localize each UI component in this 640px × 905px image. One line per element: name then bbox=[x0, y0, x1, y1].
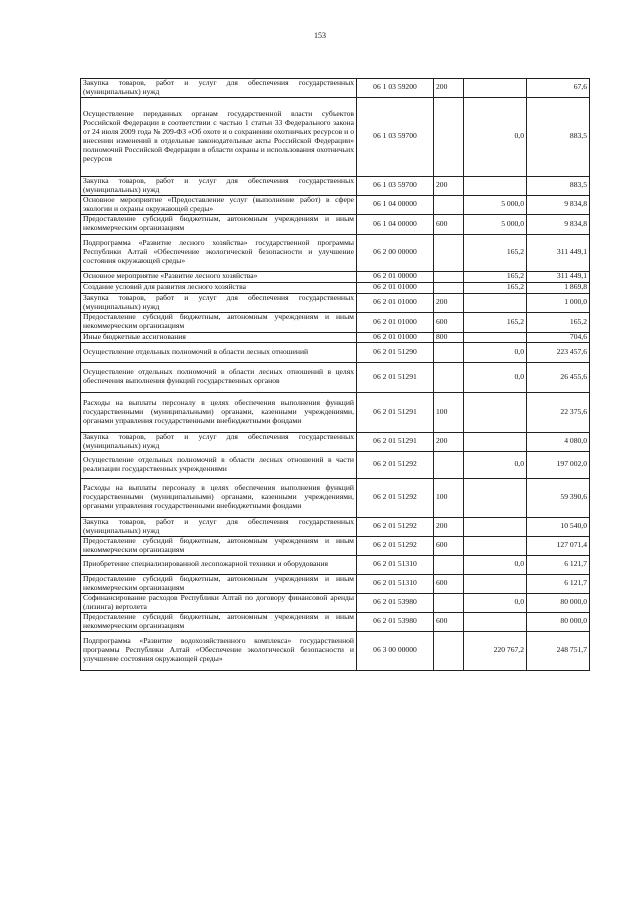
target-code-cell: 06 2 01 51292 bbox=[357, 478, 434, 517]
expense-name-cell: Расходы на выплаты персоналу в целях обеспечения выполнения функций государственными (муниципальными) органами, казенными учреждениями, органами управления государственными внебюджетными фондами bbox=[81, 392, 357, 432]
amount-federal-cell bbox=[464, 79, 527, 98]
amount-total-cell: 1 000,0 bbox=[527, 293, 590, 312]
amount-federal-cell: 0,0 bbox=[464, 593, 527, 612]
expense-type-cell: 200 bbox=[434, 517, 464, 536]
expense-type-cell: 600 bbox=[434, 612, 464, 631]
target-code-cell: 06 2 01 51292 bbox=[357, 517, 434, 536]
budget-table bbox=[80, 78, 590, 671]
amount-federal-cell bbox=[464, 176, 527, 195]
amount-total-cell: 127 071,4 bbox=[527, 536, 590, 555]
target-code-cell: 06 2 01 51292 bbox=[357, 451, 434, 478]
expense-name-cell: Осуществление отдельных полномочий в области лесных отношений в целях обеспечения выполнения функций государственных органов bbox=[81, 362, 357, 392]
amount-total-cell: 704,6 bbox=[527, 332, 590, 342]
expense-type-cell: 600 bbox=[434, 214, 464, 234]
table-row bbox=[81, 593, 590, 612]
expense-name-cell: Закупка товаров, работ и услуг для обеспечения государственных (муниципальных) нужд bbox=[81, 432, 357, 451]
target-code-cell: 06 2 01 51292 bbox=[357, 536, 434, 555]
expense-name-cell: Иные бюджетные ассигнования bbox=[81, 332, 357, 342]
amount-total-cell: 883,5 bbox=[527, 176, 590, 195]
table-row bbox=[81, 234, 590, 271]
target-code-cell: 06 1 04 00000 bbox=[357, 214, 434, 234]
expense-name-cell: Расходы на выплаты персоналу в целях обеспечения выполнения функций государственными (муниципальными) органами, казенными учреждениями, органами управления государственными внебюджетными фондами bbox=[81, 478, 357, 517]
target-code-cell: 06 2 01 00000 bbox=[357, 271, 434, 282]
amount-total-cell: 9 834,8 bbox=[527, 195, 590, 214]
table-row bbox=[81, 432, 590, 451]
amount-federal-cell bbox=[464, 612, 527, 631]
amount-federal-cell: 165,2 bbox=[464, 282, 527, 293]
amount-federal-cell: 0,0 bbox=[464, 362, 527, 392]
table-row bbox=[81, 536, 590, 555]
target-code-cell: 06 2 01 51290 bbox=[357, 342, 434, 362]
expense-type-cell bbox=[434, 593, 464, 612]
expense-type-cell bbox=[434, 271, 464, 282]
target-code-cell: 06 2 01 53980 bbox=[357, 593, 434, 612]
amount-total-cell: 6 121,7 bbox=[527, 574, 590, 593]
table-row bbox=[81, 271, 590, 282]
table-row bbox=[81, 312, 590, 332]
amount-total-cell: 9 834,8 bbox=[527, 214, 590, 234]
amount-total-cell: 311 449,1 bbox=[527, 234, 590, 271]
expense-name-cell: Осуществление переданных органам государственной власти субъектов Российской Федерации в соответствии с частью 1 статьи 33 Федерального закона от 24 июля 2009 года № 209-ФЗ «Об охоте и о сохранении охотничьих ресурсов и о внесении изменений в отдельные законодательные акты Российской Федерации» полномочий Российской Федерации в области охраны и использования охотничьих ресурсов bbox=[81, 97, 357, 176]
target-code-cell: 06 2 01 53980 bbox=[357, 612, 434, 631]
expense-type-cell bbox=[434, 555, 464, 574]
amount-total-cell: 311 449,1 bbox=[527, 271, 590, 282]
amount-federal-cell bbox=[464, 332, 527, 342]
table-row bbox=[81, 282, 590, 293]
amount-federal-cell bbox=[464, 574, 527, 593]
target-code-cell: 06 2 01 01000 bbox=[357, 332, 434, 342]
amount-total-cell: 80 000,0 bbox=[527, 593, 590, 612]
expense-type-cell bbox=[434, 451, 464, 478]
amount-federal-cell bbox=[464, 536, 527, 555]
expense-name-cell: Создание условий для развития лесного хозяйства bbox=[81, 282, 357, 293]
target-code-cell: 06 2 01 51291 bbox=[357, 362, 434, 392]
expense-name-cell: Осуществление отдельных полномочий в области лесных отношений bbox=[81, 342, 357, 362]
table-row bbox=[81, 631, 590, 670]
expense-name-cell: Предоставление субсидий бюджетным, автономным учреждениям и иным некоммерческим организациям bbox=[81, 214, 357, 234]
target-code-cell: 06 2 01 51291 bbox=[357, 432, 434, 451]
table-row bbox=[81, 517, 590, 536]
table-row bbox=[81, 392, 590, 432]
amount-federal-cell: 165,2 bbox=[464, 234, 527, 271]
expense-type-cell: 600 bbox=[434, 574, 464, 593]
target-code-cell: 06 1 03 59700 bbox=[357, 176, 434, 195]
amount-federal-cell: 5 000,0 bbox=[464, 195, 527, 214]
expense-name-cell: Осуществление отдельных полномочий в области лесных отношений в части реализации государственных учреждениями bbox=[81, 451, 357, 478]
expense-name-cell: Закупка товаров, работ и услуг для обеспечения государственных (муниципальных) нужд bbox=[81, 79, 357, 98]
target-code-cell: 06 2 01 51291 bbox=[357, 392, 434, 432]
target-code-cell: 06 2 01 01000 bbox=[357, 282, 434, 293]
table-row bbox=[81, 555, 590, 574]
expense-type-cell: 800 bbox=[434, 332, 464, 342]
expense-name-cell: Софинансирование расходов Республики Алтай по договору финансовой аренды (лизинга) вертолета bbox=[81, 593, 357, 612]
amount-total-cell: 6 121,7 bbox=[527, 555, 590, 574]
expense-name-cell: Подпрограмма «Развитие водохозяйственного комплекса» государственной программы Республики Алтай «Обеспечение экологической безопасности и улучшение состояния окружающей среды» bbox=[81, 631, 357, 670]
amount-total-cell: 67,6 bbox=[527, 79, 590, 98]
table-row bbox=[81, 293, 590, 312]
expense-type-cell bbox=[434, 631, 464, 670]
expense-name-cell: Предоставление субсидий бюджетным, автономным учреждениям и иным некоммерческим организациям bbox=[81, 536, 357, 555]
expense-name-cell: Закупка товаров, работ и услуг для обеспечения государственных (муниципальных) нужд bbox=[81, 293, 357, 312]
target-code-cell: 06 2 00 00000 bbox=[357, 234, 434, 271]
expense-type-cell bbox=[434, 97, 464, 176]
amount-total-cell: 223 457,6 bbox=[527, 342, 590, 362]
amount-federal-cell: 5 000,0 bbox=[464, 214, 527, 234]
target-code-cell: 06 2 01 01000 bbox=[357, 293, 434, 312]
expense-type-cell: 200 bbox=[434, 79, 464, 98]
amount-total-cell: 22 375,6 bbox=[527, 392, 590, 432]
expense-type-cell: 600 bbox=[434, 536, 464, 555]
target-code-cell: 06 3 00 00000 bbox=[357, 631, 434, 670]
expense-name-cell: Основное мероприятие «Развитие лесного хозяйства» bbox=[81, 271, 357, 282]
expense-name-cell: Предоставление субсидий бюджетным, автономным учреждениям и иным некоммерческим организациям bbox=[81, 574, 357, 593]
expense-name-cell: Предоставление субсидий бюджетным, автономным учреждениям и иным некоммерческим организациям bbox=[81, 612, 357, 631]
target-code-cell: 06 2 01 01000 bbox=[357, 312, 434, 332]
table-body bbox=[81, 79, 590, 671]
expense-name-cell: Закупка товаров, работ и услуг для обеспечения государственных (муниципальных) нужд bbox=[81, 517, 357, 536]
table-row bbox=[81, 612, 590, 631]
expense-type-cell bbox=[434, 362, 464, 392]
expense-name-cell: Подпрограмма «Развитие лесного хозяйства» государственной программы Республики Алтай «Обеспечение экологической безопасности и улучшение состояния окружающей среды» bbox=[81, 234, 357, 271]
table-row bbox=[81, 195, 590, 214]
target-code-cell: 06 1 03 59200 bbox=[357, 79, 434, 98]
amount-federal-cell bbox=[464, 293, 527, 312]
target-code-cell: 06 1 03 59700 bbox=[357, 97, 434, 176]
expense-name-cell: Основное мероприятие «Предоставление услуг (выполнение работ) в сфере экологии и охраны окружающей среды» bbox=[81, 195, 357, 214]
target-code-cell: 06 2 01 51310 bbox=[357, 574, 434, 593]
amount-federal-cell: 220 767,2 bbox=[464, 631, 527, 670]
amount-federal-cell: 0,0 bbox=[464, 451, 527, 478]
expense-type-cell bbox=[434, 195, 464, 214]
expense-type-cell: 100 bbox=[434, 392, 464, 432]
amount-federal-cell bbox=[464, 517, 527, 536]
amount-total-cell: 197 002,0 bbox=[527, 451, 590, 478]
amount-federal-cell bbox=[464, 478, 527, 517]
amount-total-cell: 1 869,8 bbox=[527, 282, 590, 293]
table-row bbox=[81, 478, 590, 517]
table-row bbox=[81, 574, 590, 593]
table-row bbox=[81, 79, 590, 98]
expense-type-cell: 200 bbox=[434, 293, 464, 312]
expense-type-cell: 200 bbox=[434, 176, 464, 195]
expense-name-cell: Закупка товаров, работ и услуг для обеспечения государственных (муниципальных) нужд bbox=[81, 176, 357, 195]
amount-total-cell: 883,5 bbox=[527, 97, 590, 176]
expense-type-cell: 200 bbox=[434, 432, 464, 451]
target-code-cell: 06 2 01 51310 bbox=[357, 555, 434, 574]
amount-federal-cell: 165,2 bbox=[464, 312, 527, 332]
amount-federal-cell: 0,0 bbox=[464, 342, 527, 362]
table-row bbox=[81, 362, 590, 392]
expense-type-cell bbox=[434, 282, 464, 293]
table-row bbox=[81, 214, 590, 234]
expense-type-cell: 100 bbox=[434, 478, 464, 517]
amount-total-cell: 4 080,0 bbox=[527, 432, 590, 451]
table-row bbox=[81, 176, 590, 195]
expense-type-cell: 600 bbox=[434, 312, 464, 332]
amount-federal-cell: 0,0 bbox=[464, 97, 527, 176]
table-row bbox=[81, 342, 590, 362]
amount-total-cell: 59 390,6 bbox=[527, 478, 590, 517]
table-row bbox=[81, 97, 590, 176]
page-number: 153 bbox=[314, 31, 326, 40]
amount-federal-cell: 0,0 bbox=[464, 555, 527, 574]
table-row bbox=[81, 332, 590, 342]
amount-federal-cell: 165,2 bbox=[464, 271, 527, 282]
expense-name-cell: Приобретение специализированной лесопожарной техники и оборудования bbox=[81, 555, 357, 574]
amount-total-cell: 10 540,0 bbox=[527, 517, 590, 536]
target-code-cell: 06 1 04 00000 bbox=[357, 195, 434, 214]
expense-type-cell bbox=[434, 234, 464, 271]
amount-total-cell: 26 455,6 bbox=[527, 362, 590, 392]
table-row bbox=[81, 451, 590, 478]
amount-federal-cell bbox=[464, 392, 527, 432]
amount-total-cell: 80 000,0 bbox=[527, 612, 590, 631]
expense-name-cell: Предоставление субсидий бюджетным, автономным учреждениям и иным некоммерческим организациям bbox=[81, 312, 357, 332]
amount-total-cell: 248 751,7 bbox=[527, 631, 590, 670]
amount-total-cell: 165,2 bbox=[527, 312, 590, 332]
amount-federal-cell bbox=[464, 432, 527, 451]
expense-type-cell bbox=[434, 342, 464, 362]
